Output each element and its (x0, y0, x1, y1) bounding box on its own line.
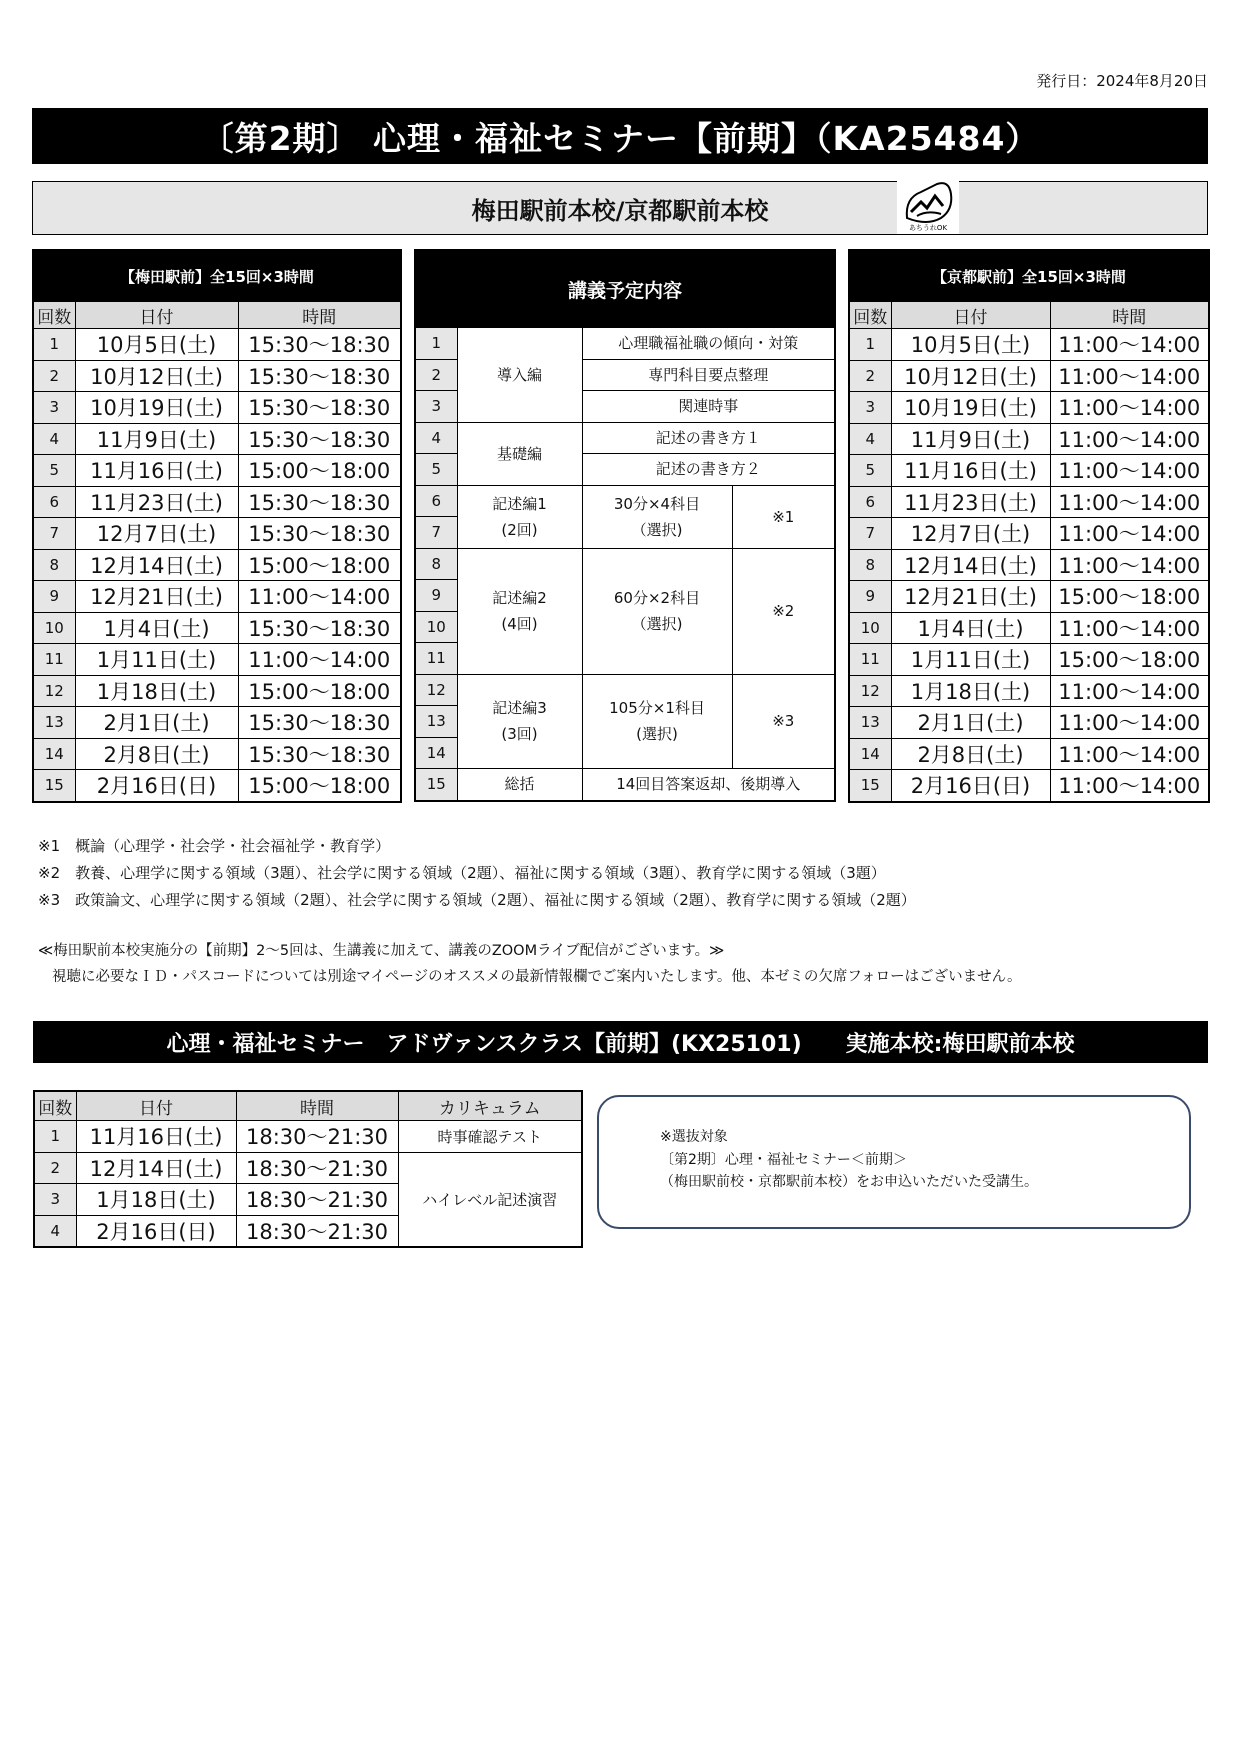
row-date: 10月5日(土) (891, 329, 1050, 361)
table-row (33, 675, 401, 707)
col-time: 時間 (236, 1091, 398, 1121)
table-row (849, 675, 1209, 707)
table-row (849, 360, 1209, 392)
row-date: 11月23日(土) (75, 486, 238, 518)
writing3-content (582, 674, 732, 769)
lecture-plan-table (414, 249, 836, 802)
lecture-no: 2 (415, 359, 457, 391)
row-time: 11:00～14:00 (1050, 738, 1209, 770)
row-time: 11:00～14:00 (1050, 707, 1209, 739)
row-no: 2 (849, 360, 891, 392)
row-time: 15:30～18:30 (238, 423, 401, 455)
brand-logo-icon (897, 178, 959, 234)
row-time: 11:00～14:00 (1050, 675, 1209, 707)
col-no: 回数 (34, 1091, 76, 1121)
row-time: 11:00～14:00 (1050, 549, 1209, 581)
row-time: 15:30～18:30 (238, 738, 401, 770)
row-date: 1月18日(土) (75, 675, 238, 707)
row-no: 11 (849, 644, 891, 676)
lecture-item: 関連時事 (582, 391, 835, 423)
row-date: 1月4日(土) (75, 612, 238, 644)
col-no: 回数 (849, 302, 891, 329)
row-date: 2月16日(日) (75, 770, 238, 802)
row-time: 15:00～18:00 (1050, 644, 1209, 676)
row-date: 1月4日(土) (891, 612, 1050, 644)
row-no: 8 (849, 549, 891, 581)
row-date: 12月21日(土) (891, 581, 1050, 613)
row-no: 7 (849, 518, 891, 550)
row-no: 10 (33, 612, 75, 644)
table-row (849, 423, 1209, 455)
row-no: 14 (849, 738, 891, 770)
writing1-mark: ※1 (732, 485, 835, 548)
row-date: 2月8日(土) (75, 738, 238, 770)
row-date: 12月14日(土) (76, 1152, 236, 1184)
lecture-item: 専門科目要点整理 (582, 359, 835, 391)
writing3-count: (3回) (501, 725, 538, 744)
col-date: 日付 (75, 302, 238, 329)
row-time: 11:00～14:00 (1050, 360, 1209, 392)
row-no: 5 (33, 455, 75, 487)
row-date: 2月1日(土) (75, 707, 238, 739)
writing2-select: （選択) (631, 615, 683, 633)
table-row (849, 644, 1209, 676)
col-date: 日付 (76, 1091, 236, 1121)
lecture-item: 記述の書き方１ (582, 422, 835, 454)
writing1-count: (2回) (501, 520, 538, 539)
row-time: 11:00～14:00 (1050, 770, 1209, 802)
table-row (849, 581, 1209, 613)
basic-label: 基礎編 (457, 422, 582, 485)
table-row (849, 518, 1209, 550)
row-date: 11月16日(土) (891, 455, 1050, 487)
row-date: 10月19日(土) (75, 392, 238, 424)
row-no: 3 (33, 392, 75, 424)
lecture-no: 15 (415, 769, 457, 801)
row-time: 18:30～21:30 (236, 1121, 398, 1153)
row-no: 4 (33, 423, 75, 455)
row-time: 15:00～18:00 (238, 455, 401, 487)
row-no: 6 (33, 486, 75, 518)
row-date: 12月14日(土) (75, 549, 238, 581)
writing2-duration: 60分×2科目 (613, 589, 701, 607)
table-row (849, 707, 1209, 739)
row-time: 15:30～18:30 (238, 392, 401, 424)
row-no: 12 (33, 675, 75, 707)
writing1-label (457, 485, 582, 548)
table-row (33, 707, 401, 739)
campus-title-text: 梅田駅前本校/京都駅前本校 (471, 196, 769, 225)
row-no: 8 (33, 549, 75, 581)
row-date: 11月16日(土) (76, 1121, 236, 1153)
row-date: 12月14日(土) (891, 549, 1050, 581)
row-time: 11:00～14:00 (1050, 612, 1209, 644)
row-no: 14 (33, 738, 75, 770)
table-row (849, 392, 1209, 424)
writing1-content (582, 485, 732, 548)
row-date: 12月7日(土) (75, 518, 238, 550)
lecture-no: 14 (415, 737, 457, 769)
table-row (33, 423, 401, 455)
table-row (849, 455, 1209, 487)
row-date: 11月23日(土) (891, 486, 1050, 518)
row-no: 4 (34, 1215, 76, 1247)
row-time: 15:30～18:30 (238, 518, 401, 550)
table-row (33, 549, 401, 581)
row-time: 11:00～14:00 (1050, 329, 1209, 361)
row-no: 1 (33, 329, 75, 361)
kyoto-schedule-table (848, 249, 1210, 803)
row-no: 13 (33, 707, 75, 739)
table-row (849, 738, 1209, 770)
lecture-no: 5 (415, 454, 457, 486)
row-time: 15:00～18:00 (1050, 581, 1209, 613)
row-no: 2 (34, 1152, 76, 1184)
row-time: 11:00～14:00 (1050, 423, 1209, 455)
issue-date: 発行日：2024年8月20日 (1036, 72, 1208, 90)
writing3-select: (選択) (636, 725, 678, 744)
lecture-no: 8 (415, 548, 457, 580)
eligibility-line-3: （梅田駅前校・京都駅前本校）をお申込いただいた受講生。 (660, 1174, 1038, 1190)
row-date: 1月18日(土) (891, 675, 1050, 707)
campus-title (32, 181, 1208, 235)
row-date: 1月11日(土) (75, 644, 238, 676)
row-time: 18:30～21:30 (236, 1184, 398, 1216)
umeda-schedule-table (32, 249, 402, 803)
row-date: 11月16日(土) (75, 455, 238, 487)
lecture-no: 6 (415, 485, 457, 517)
table-row (849, 549, 1209, 581)
writing2-content (582, 548, 732, 674)
zoom-notice-2: 視聴に必要なＩＤ・パスコードについては別途マイページのオススメの最新情報欄でご案内いたします。他、本ゼミの欠席フォローはございません。 (52, 969, 1022, 985)
row-no: 12 (849, 675, 891, 707)
writing3-label (457, 674, 582, 769)
writing1-duration: 30分×4科目 (613, 494, 701, 513)
row-no: 1 (849, 329, 891, 361)
row-no: 1 (34, 1121, 76, 1153)
table-row (849, 612, 1209, 644)
table-row (33, 770, 401, 802)
row-time: 11:00～14:00 (238, 581, 401, 613)
writing2-mark: ※2 (732, 548, 835, 674)
row-time: 15:30～18:30 (238, 707, 401, 739)
table-row (33, 518, 401, 550)
row-date: 2月8日(土) (891, 738, 1050, 770)
row-date: 12月21日(土) (75, 581, 238, 613)
col-curriculum: カリキュラム (398, 1091, 582, 1121)
lecture-no: 7 (415, 517, 457, 549)
lecture-no: 13 (415, 706, 457, 738)
row-time: 18:30～21:30 (236, 1152, 398, 1184)
table-row (33, 360, 401, 392)
writing1-select: （選択) (631, 520, 683, 539)
row-date: 11月9日(土) (75, 423, 238, 455)
table-row (849, 486, 1209, 518)
row-date: 11月9日(土) (891, 423, 1050, 455)
zoom-notice-1: ≪梅田駅前本校実施分の【前期】2～5回は、生講義に加えて、講義のZOOMライブ配信がございます。≫ (38, 943, 725, 959)
row-no: 2 (33, 360, 75, 392)
table-row (33, 738, 401, 770)
row-no: 15 (33, 770, 75, 802)
row-no: 10 (849, 612, 891, 644)
intro-label: 導入編 (457, 328, 582, 423)
summary-label: 総括 (457, 769, 582, 801)
writing3-mark: ※3 (732, 674, 835, 769)
row-date: 10月19日(土) (891, 392, 1050, 424)
row-date: 1月18日(土) (76, 1184, 236, 1216)
row-time: 11:00～14:00 (1050, 455, 1209, 487)
row-no: 4 (849, 423, 891, 455)
writing2-label (457, 548, 582, 674)
row-no: 11 (33, 644, 75, 676)
lecture-no: 1 (415, 328, 457, 360)
curriculum-test: 時事確認テスト (398, 1121, 582, 1153)
row-no: 9 (33, 581, 75, 613)
umeda-header: 【梅田駅前】全15回×3時間 (33, 250, 401, 302)
row-time: 11:00～14:00 (1050, 486, 1209, 518)
row-time: 18:30～21:30 (236, 1215, 398, 1247)
table-row (33, 612, 401, 644)
curriculum-writing: ハイレベル記述演習 (398, 1152, 582, 1247)
row-date: 2月1日(土) (891, 707, 1050, 739)
table-row (33, 581, 401, 613)
lecture-no: 11 (415, 643, 457, 675)
table-row (33, 455, 401, 487)
row-no: 3 (34, 1184, 76, 1216)
table-row (33, 392, 401, 424)
row-time: 11:00～14:00 (1050, 392, 1209, 424)
table-row (33, 644, 401, 676)
lecture-no: 9 (415, 580, 457, 612)
col-time: 時間 (238, 302, 401, 329)
row-no: 5 (849, 455, 891, 487)
row-time: 15:30～18:30 (238, 329, 401, 361)
row-time: 15:00～18:00 (238, 675, 401, 707)
row-no: 15 (849, 770, 891, 802)
row-no: 7 (33, 518, 75, 550)
page-title: 〔第2期〕 心理・福祉セミナー【前期】（KA25484） (32, 108, 1208, 164)
row-time: 11:00～14:00 (1050, 518, 1209, 550)
row-no: 6 (849, 486, 891, 518)
lecture-header: 講義予定内容 (415, 250, 835, 328)
row-time: 15:00～18:00 (238, 770, 401, 802)
writing3-title: 記述編3 (492, 699, 547, 718)
writing2-title: 記述編2 (492, 589, 547, 607)
row-date: 10月12日(土) (891, 360, 1050, 392)
summary-content: 14回目答案返却、後期導入 (582, 769, 835, 801)
eligibility-line-1: ※選抜対象 (660, 1129, 728, 1145)
row-time: 15:00～18:00 (238, 549, 401, 581)
lecture-item: 記述の書き方２ (582, 454, 835, 486)
row-date: 2月16日(日) (76, 1215, 236, 1247)
col-time: 時間 (1050, 302, 1209, 329)
kyoto-header: 【京都駅前】全15回×3時間 (849, 250, 1209, 302)
lecture-no: 4 (415, 422, 457, 454)
eligibility-line-2: 〔第2期〕心理・福祉セミナー＜前期＞ (660, 1152, 907, 1168)
row-date: 10月5日(土) (75, 329, 238, 361)
row-time: 11:00～14:00 (238, 644, 401, 676)
table-row (33, 329, 401, 361)
table-row (849, 770, 1209, 802)
table-row (849, 329, 1209, 361)
col-date: 日付 (891, 302, 1050, 329)
table-row (33, 486, 401, 518)
writing3-duration: 105分×1科目 (609, 699, 705, 718)
logo-text: あちうれOK (908, 224, 948, 232)
row-date: 12月7日(土) (891, 518, 1050, 550)
row-no: 9 (849, 581, 891, 613)
row-no: 3 (849, 392, 891, 424)
row-no: 13 (849, 707, 891, 739)
writing2-count: (4回) (501, 615, 538, 633)
lecture-no: 3 (415, 391, 457, 423)
row-time: 15:30～18:30 (238, 612, 401, 644)
footnote-1: ※1 概論（心理学・社会学・社会福祉学・教育学） (38, 837, 391, 855)
lecture-item: 心理職福祉職の傾向・対策 (582, 328, 835, 360)
row-date: 1月11日(土) (891, 644, 1050, 676)
row-date: 2月16日(日) (891, 770, 1050, 802)
row-time: 15:30～18:30 (238, 360, 401, 392)
footnote-3: ※3 政策論文、心理学に関する領域（2題）、社会学に関する領域（2題）、福祉に関する領域（2題）、教育学に関する領域（2題） (38, 891, 916, 909)
advanced-class-title: 心理・福祉セミナー アドヴァンスクラス【前期】(KX25101) 実施本校:梅田駅前本校 (33, 1021, 1208, 1063)
lecture-no: 10 (415, 611, 457, 643)
col-no: 回数 (33, 302, 75, 329)
advanced-schedule-table (33, 1090, 583, 1248)
writing1-title: 記述編1 (492, 494, 547, 513)
lecture-no: 12 (415, 674, 457, 706)
row-time: 15:30～18:30 (238, 486, 401, 518)
footnote-2: ※2 教養、心理学に関する領域（3題）、社会学に関する領域（2題）、福祉に関する領域（3題）、教育学に関する領域（3題） (38, 864, 886, 882)
row-date: 10月12日(土) (75, 360, 238, 392)
